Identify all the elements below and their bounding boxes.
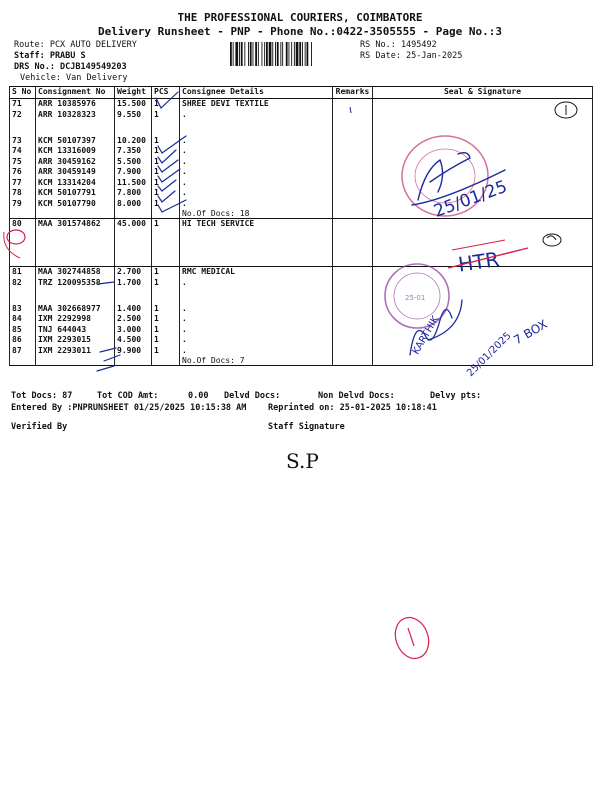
cell-consignee: . xyxy=(180,304,333,315)
cell-sno: 76 xyxy=(10,167,36,178)
cell-consignee: . xyxy=(180,314,333,325)
cell-remarks xyxy=(333,267,373,278)
cell-consignment: ARR 10328323 xyxy=(36,110,115,136)
svg-text:25-01: 25-01 xyxy=(405,294,426,302)
cell-remarks xyxy=(333,335,373,346)
cell-consignment: KCM 13314204 xyxy=(36,178,115,189)
cell-weight: 11.500 xyxy=(115,178,152,189)
barcode-image xyxy=(230,42,355,66)
cell-pcs: 1 xyxy=(152,346,180,366)
cell-sno: 71 xyxy=(10,99,36,110)
cell-pcs: 1 xyxy=(152,304,180,315)
cell-pcs: 1 xyxy=(152,146,180,157)
table-row xyxy=(10,325,593,336)
cell-seal xyxy=(373,304,593,315)
table-header-row xyxy=(10,87,593,99)
cell-consignee: . xyxy=(180,325,333,336)
table-row xyxy=(10,346,593,366)
cell-remarks xyxy=(333,167,373,178)
runsheet-subtitle: Delivery Runsheet - PNP - Phone No.:0422-3505555 - Page No.:3 xyxy=(98,25,502,38)
cell-pcs: 1 xyxy=(152,278,180,304)
cell-sno: 82 xyxy=(10,278,36,304)
consignee-dot: . xyxy=(182,345,187,355)
cell-weight: 15.500 xyxy=(115,99,152,110)
cell-remarks xyxy=(333,314,373,325)
staff-label: Staff: PRABU S xyxy=(14,51,86,61)
cell-consignee: . xyxy=(180,110,333,136)
col-header: Remarks xyxy=(333,87,373,99)
cell-weight: 1.700 xyxy=(115,278,152,304)
table-row xyxy=(10,99,593,110)
cell-seal xyxy=(373,267,593,278)
cell-consignment: KCM 13316009 xyxy=(36,146,115,157)
cell-remarks xyxy=(333,346,373,366)
cell-sno: 78 xyxy=(10,188,36,199)
cell-consignee: . xyxy=(180,188,333,199)
cell-consignee: . xyxy=(180,167,333,178)
table-row xyxy=(10,110,593,136)
cell-consignee xyxy=(180,346,333,366)
cell-pcs: 1 xyxy=(152,199,180,219)
cell-sno: 86 xyxy=(10,335,36,346)
rs-number: RS No.: 1495492 xyxy=(360,40,437,50)
cell-consignment: TNJ 644043 xyxy=(36,325,115,336)
table-row xyxy=(10,199,593,219)
cell-remarks xyxy=(333,99,373,110)
cell-pcs: 1 xyxy=(152,157,180,168)
cell-weight: 4.500 xyxy=(115,335,152,346)
cell-pcs: 1 xyxy=(152,219,180,267)
cell-seal xyxy=(373,136,593,147)
cell-weight: 10.200 xyxy=(115,136,152,147)
cell-consignment: IXM 2293011 xyxy=(36,346,115,366)
cell-seal xyxy=(373,110,593,136)
staff-signature: S.P xyxy=(286,449,319,473)
cell-weight: 9.900 xyxy=(115,346,152,366)
cell-consignee: . xyxy=(180,335,333,346)
cell-consignment: KCM 50107791 xyxy=(36,188,115,199)
cell-sno: 83 xyxy=(10,304,36,315)
seal2-date: 25/01/2025 xyxy=(465,330,514,379)
cell-remarks xyxy=(333,219,373,267)
table-row xyxy=(10,278,593,304)
company-title: THE PROFESSIONAL COURIERS, COIMBATORE xyxy=(177,11,423,24)
cell-seal xyxy=(373,146,593,157)
cell-seal xyxy=(373,335,593,346)
cell-seal xyxy=(373,346,593,366)
cell-consignment: MAA 301574862 xyxy=(36,219,115,267)
col-header: Seal & Signature xyxy=(373,87,593,99)
cell-consignment: ARR 30459162 xyxy=(36,157,115,168)
table-row xyxy=(10,136,593,147)
cell-seal xyxy=(373,314,593,325)
cell-seal xyxy=(373,157,593,168)
cell-consignee: . xyxy=(180,157,333,168)
table-row xyxy=(10,188,593,199)
cell-seal xyxy=(373,99,593,110)
cell-remarks xyxy=(333,110,373,136)
table-row xyxy=(10,335,593,346)
docs-count-note: No.Of Docs: 7 xyxy=(182,356,245,365)
cell-remarks xyxy=(333,199,373,219)
cell-weight: 3.000 xyxy=(115,325,152,336)
rs-date: RS Date: 25-Jan-2025 xyxy=(360,51,463,61)
non-delivered-docs: Non Delvd Docs: xyxy=(318,391,395,401)
cell-seal xyxy=(373,199,593,219)
total-cod-value: 0.00 xyxy=(188,391,209,401)
total-docs: Tot Docs: 87 xyxy=(11,391,73,401)
cell-weight: 45.000 xyxy=(115,219,152,267)
cell-pcs: 1 xyxy=(152,325,180,336)
cell-weight: 7.900 xyxy=(115,167,152,178)
table-row xyxy=(10,219,593,267)
cell-consignee: . xyxy=(180,136,333,147)
table-row xyxy=(10,167,593,178)
cell-consignee: . xyxy=(180,178,333,189)
cell-consignment: MAA 302744858 xyxy=(36,267,115,278)
cell-remarks xyxy=(333,278,373,304)
htr-mark: HTR xyxy=(456,247,501,277)
cell-consignment: IXM 2293015 xyxy=(36,335,115,346)
staff-signature-label: Staff Signature xyxy=(268,422,345,432)
table-row xyxy=(10,178,593,189)
cell-weight: 2.500 xyxy=(115,314,152,325)
cell-consignment: ARR 10385976 xyxy=(36,99,115,110)
cell-consignee: SHREE DEVI TEXTILE xyxy=(180,99,333,110)
cell-remarks xyxy=(333,136,373,147)
cell-pcs: 1 xyxy=(152,110,180,136)
col-header: S No xyxy=(10,87,36,99)
consignment-table xyxy=(9,86,593,366)
table-row xyxy=(10,314,593,325)
cell-pcs: 1 xyxy=(152,136,180,147)
table-row xyxy=(10,267,593,278)
cell-weight: 9.550 xyxy=(115,110,152,136)
cell-pcs: 1 xyxy=(152,167,180,178)
cell-consignment: IXM 2292998 xyxy=(36,314,115,325)
route-label: Route: PCX AUTO DELIVERY xyxy=(14,40,137,50)
cell-weight: 7.800 xyxy=(115,188,152,199)
cell-seal xyxy=(373,178,593,189)
cell-pcs: 1 xyxy=(152,314,180,325)
cell-sno: 77 xyxy=(10,178,36,189)
drs-number: DRS No.: DCJB149549203 xyxy=(14,62,127,72)
cell-sno: 80 xyxy=(10,219,36,267)
cell-pcs: 1 xyxy=(152,188,180,199)
cell-remarks xyxy=(333,157,373,168)
cell-sno: 73 xyxy=(10,136,36,147)
cell-consignment: MAA 302668977 xyxy=(36,304,115,315)
cell-weight: 8.000 xyxy=(115,199,152,219)
cell-remarks xyxy=(333,304,373,315)
cell-weight: 1.400 xyxy=(115,304,152,315)
seal2-text: KARTHIK xyxy=(410,314,442,357)
cell-weight: 2.700 xyxy=(115,267,152,278)
cell-consignee: . xyxy=(180,278,333,304)
cell-pcs: 1 xyxy=(152,178,180,189)
cell-consignment: TRZ 120095358 xyxy=(36,278,115,304)
seal1-date: 25/01/25 xyxy=(431,176,510,222)
docs-count-note: No.Of Docs: 18 xyxy=(182,209,250,218)
cell-sno: 74 xyxy=(10,146,36,157)
col-header: PCS xyxy=(152,87,180,99)
col-header: Consignee Details xyxy=(180,87,333,99)
cell-pcs: 1 xyxy=(152,267,180,278)
cell-remarks xyxy=(333,188,373,199)
cell-weight: 5.500 xyxy=(115,157,152,168)
cell-consignee: HI TECH SERVICE xyxy=(180,219,333,267)
cell-sno: 75 xyxy=(10,157,36,168)
cell-consignment: KCM 50107397 xyxy=(36,136,115,147)
verified-by: Verified By xyxy=(11,422,68,432)
cell-remarks xyxy=(333,325,373,336)
consignee-dot: . xyxy=(182,198,187,208)
table-row xyxy=(10,304,593,315)
cell-consignee xyxy=(180,199,333,219)
vehicle-label: Vehicle: Van Delivery xyxy=(20,73,128,83)
cell-consignee: . xyxy=(180,146,333,157)
cell-pcs: 1 xyxy=(152,335,180,346)
cell-seal xyxy=(373,219,593,267)
col-header: Consignment No xyxy=(36,87,115,99)
cell-sno: 79 xyxy=(10,199,36,219)
cell-weight: 7.350 xyxy=(115,146,152,157)
cell-sno: 81 xyxy=(10,267,36,278)
delivery-points: Delvy pts: xyxy=(430,391,482,401)
cell-remarks xyxy=(333,146,373,157)
cell-remarks xyxy=(333,178,373,189)
red-circle-bottom xyxy=(390,613,434,663)
entered-by: Entered By :PNPRUNSHEET 01/25/2025 10:15:38 AM xyxy=(11,403,247,413)
cell-consignee: RMC MEDICAL xyxy=(180,267,333,278)
cell-sno: 87 xyxy=(10,346,36,366)
cell-consignment: KCM 50107790 xyxy=(36,199,115,219)
cell-sno: 72 xyxy=(10,110,36,136)
table-row xyxy=(10,146,593,157)
total-cod-label: Tot COD Amt: xyxy=(97,391,159,401)
reprinted-on: Reprinted on: 25-01-2025 10:18:41 xyxy=(268,403,437,413)
col-header: Weight xyxy=(115,87,152,99)
cell-sno: 84 xyxy=(10,314,36,325)
cell-seal xyxy=(373,325,593,336)
cell-sno: 85 xyxy=(10,325,36,336)
cell-consignment: ARR 30459149 xyxy=(36,167,115,178)
delivered-docs: Delvd Docs: xyxy=(224,391,281,401)
cell-seal xyxy=(373,278,593,304)
cell-seal xyxy=(373,167,593,178)
cell-seal xyxy=(373,188,593,199)
seal2-note: 7 BOX xyxy=(511,317,550,348)
table-row xyxy=(10,157,593,168)
cell-pcs: 1 xyxy=(152,99,180,110)
